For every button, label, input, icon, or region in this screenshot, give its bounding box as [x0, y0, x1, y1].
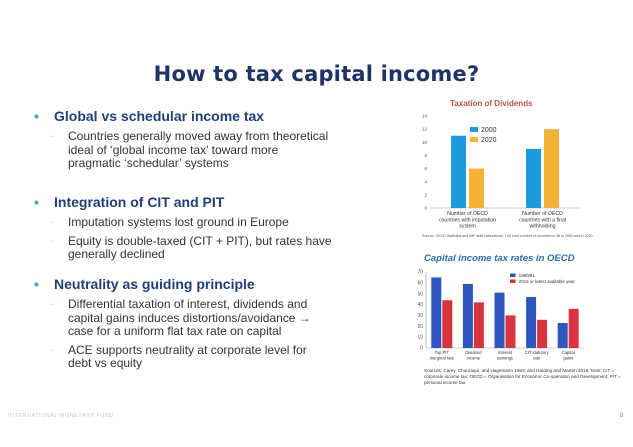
chart-dividends-source: Source: OECD Statistics and IMF staff calculations. The total number of countries is 36 in 2000 and in 2020. [422, 234, 594, 238]
y-tick-label: 4 [424, 179, 427, 185]
legend-swatch [510, 280, 516, 284]
list-item-text: Equity is double-taxed (CIT + PIT), but rates have generally declined [68, 233, 332, 262]
section-integration [32, 194, 332, 262]
bar-1980-81 [558, 323, 568, 348]
dash-icon: - [50, 299, 53, 309]
y-tick-label: 10 [421, 139, 427, 145]
list-item [32, 235, 332, 262]
x-category-label: Capital [561, 350, 575, 356]
y-tick-label: 0 [420, 345, 423, 352]
chart-dividends-title: Taxation of Dividends [450, 99, 533, 108]
footer-org: INTERNATIONAL MONETARY FUND [8, 413, 114, 419]
bar-1980-81 [431, 277, 441, 348]
section-heading [32, 194, 332, 210]
section-heading-text: Neutrality as guiding principle [54, 276, 255, 292]
y-tick-label: 30 [417, 313, 423, 320]
bar-2016-or-latest-available-year [506, 315, 516, 348]
bar-2000 [451, 136, 466, 208]
list-item-text: Countries generally moved away from theoretical ideal of ‘global income tax’ toward more pragmatic ‘schedular’ systems [68, 129, 329, 171]
legend-swatch [470, 137, 478, 142]
x-category-label: Dividend [465, 350, 482, 356]
list-item-text: Differential taxation of interest, dividends and capital gains induces distortions/avoidance → case for a uniform flat tax rate on capital [68, 297, 311, 339]
x-category-label: countries with imputation [438, 217, 497, 224]
bar-2000 [526, 149, 541, 208]
section-neutrality [32, 276, 332, 371]
legend-swatch [470, 127, 478, 132]
bar-2020 [469, 169, 484, 208]
section-global-vs-schedular [32, 108, 332, 171]
list-item [32, 216, 332, 230]
dash-icon: - [50, 217, 53, 227]
list-item-text: ACE supports neutrality at corporate level for debt vs equity [68, 342, 307, 371]
list-item [32, 298, 332, 339]
page-number: 8 [620, 413, 624, 419]
section-heading [32, 108, 332, 124]
y-tick-label: 70 [417, 269, 423, 276]
x-category-label: Interest [498, 350, 512, 356]
y-tick-label: 50 [417, 291, 423, 298]
y-tick-label: 14 [421, 113, 427, 119]
x-category-label: gains [563, 355, 574, 361]
dash-icon: - [50, 344, 53, 355]
legend-swatch [510, 274, 516, 278]
chart-rates-source: Sources: Carey, Chouraqui, and Hagemann 1993; and Harding and Marten 2018. Note: CIT = corporate income tax; OECD = Organisation for Economic Co-operation and Development; PIT = personal income tax. [424, 368, 621, 385]
y-tick-label: 40 [417, 302, 423, 309]
x-category-label: Top PIT [434, 350, 450, 356]
list-item [32, 344, 332, 371]
bullet-icon: • [34, 194, 39, 210]
y-tick-label: 6 [424, 166, 427, 172]
section-heading [32, 276, 332, 292]
y-tick-label: 8 [424, 153, 427, 159]
slide-title: How to tax capital income? [153, 62, 480, 86]
bullet-icon: • [34, 276, 39, 292]
legend-label: 2020 [481, 137, 497, 144]
x-category-label: marginal rate [429, 355, 455, 361]
x-category-label: earnings [496, 355, 514, 361]
x-category-label: Number of OECD [522, 211, 563, 218]
bar-2020 [544, 129, 559, 208]
list-item-text: Imputation systems lost ground in Europe [68, 215, 289, 229]
chart-rates [410, 264, 620, 370]
bar-1980-81 [495, 293, 505, 348]
x-category-label: Number of OECD [447, 211, 488, 218]
bar-2016-or-latest-available-year [474, 302, 484, 348]
dash-icon: - [50, 235, 53, 246]
y-tick-label: 20 [417, 323, 423, 330]
y-tick-label: 0 [424, 205, 427, 211]
legend-label: 1980/81 [518, 273, 535, 278]
section-heading-text: Global vs schedular income tax [54, 108, 265, 124]
section-heading-text: Integration of CIT and PIT [54, 194, 225, 210]
bar-2016-or-latest-available-year [442, 300, 452, 348]
y-tick-label: 60 [417, 280, 423, 287]
x-category-label: income [466, 355, 481, 361]
y-tick-label: 2 [424, 192, 427, 198]
y-tick-label: 12 [421, 126, 427, 132]
chart-dividends [412, 108, 592, 234]
x-category-label: rate [532, 355, 541, 361]
bar-1980-81 [463, 284, 473, 348]
y-tick-label: 10 [417, 334, 423, 341]
bullet-icon: • [34, 108, 39, 124]
legend-label: 2000 [481, 127, 497, 134]
bar-2016-or-latest-available-year [569, 309, 579, 348]
dash-icon: - [50, 131, 53, 141]
x-category-label: countries with a final [519, 217, 566, 224]
x-category-label: system [459, 223, 476, 230]
chart-rates-title: Capital income tax rates in OECD [424, 253, 575, 264]
bar-2016-or-latest-available-year [537, 320, 547, 348]
x-category-label: withholding [529, 223, 556, 230]
x-category-label: CIT statutory [524, 350, 549, 356]
legend-label: 2016 or latest available year [518, 279, 575, 284]
bar-1980-81 [526, 297, 536, 348]
list-item [32, 130, 332, 171]
